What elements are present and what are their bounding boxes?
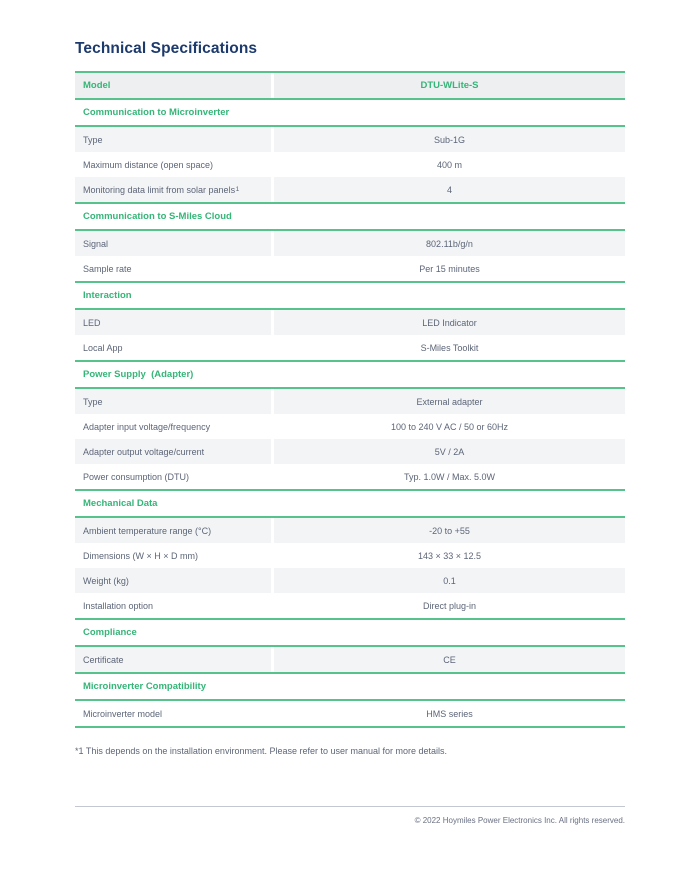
section-header: Interaction — [75, 281, 625, 310]
spec-row — [75, 568, 625, 593]
model-header-label: Model — [75, 73, 271, 98]
spec-label: Adapter output voltage/current — [75, 439, 271, 464]
footer-divider — [75, 806, 625, 807]
section-header: Compliance — [75, 618, 625, 647]
spec-value: -20 to +55 — [274, 518, 625, 543]
spec-value: S-Miles Toolkit — [420, 342, 479, 353]
spec-row — [75, 177, 625, 202]
spec-label: Signal — [75, 231, 271, 256]
spec-sections — [75, 98, 625, 726]
spec-row — [75, 389, 625, 414]
copyright-text: © 2022 Hoymiles Power Electronics Inc. All rights reserved. — [414, 816, 625, 825]
spec-label: Adapter input voltage/frequency — [83, 421, 211, 432]
spec-row — [75, 439, 625, 464]
spec-label: LED — [75, 310, 271, 335]
spec-row — [75, 310, 625, 335]
spec-value: HMS series — [426, 708, 473, 719]
spec-label: Power consumption (DTU) — [83, 471, 190, 482]
spec-table — [75, 71, 625, 728]
spec-label: Weight (kg) — [75, 568, 271, 593]
spec-label: Installation option — [83, 600, 154, 611]
spec-value: CE — [274, 647, 625, 672]
spec-row — [75, 231, 625, 256]
section-header: Mechanical Data — [75, 489, 625, 518]
spec-label: Microinverter model — [83, 708, 163, 719]
spec-value: External adapter — [274, 389, 625, 414]
model-header-row — [75, 71, 625, 98]
spec-row — [75, 593, 625, 618]
section-header: Communication to Microinverter — [75, 98, 625, 127]
spec-label: Sample rate — [83, 263, 132, 274]
spec-row — [75, 256, 625, 281]
spec-value: 100 to 240 V AC / 50 or 60Hz — [390, 421, 509, 432]
spec-label: Monitoring data limit from solar panels 1 — [75, 177, 271, 202]
section-header: Communication to S-Miles Cloud — [75, 202, 625, 231]
spec-value: Direct plug-in — [422, 600, 477, 611]
spec-value: 802.11b/g/n — [274, 231, 625, 256]
spec-label: Local App — [83, 342, 123, 353]
spec-row — [75, 152, 625, 177]
spec-row — [75, 464, 625, 489]
footnote: *1 This depends on the installation environment. Please refer to user manual for more details. — [75, 746, 448, 756]
spec-row — [75, 518, 625, 543]
spec-label: Ambient temperature range (°C) — [75, 518, 271, 543]
model-header-value: DTU-WLite-S — [274, 73, 625, 98]
spec-value: Per 15 minutes — [419, 263, 480, 274]
page-footer — [75, 806, 625, 825]
spec-row — [75, 127, 625, 152]
spec-value: 143 × 33 × 12.5 — [417, 550, 482, 561]
spec-value: Sub-1G — [274, 127, 625, 152]
spec-label: Maximum distance (open space) — [83, 159, 214, 170]
spec-value: LED Indicator — [274, 310, 625, 335]
spec-row — [75, 335, 625, 360]
spec-label: Type — [75, 389, 271, 414]
spec-label: Dimensions (W × H × D mm) — [83, 550, 199, 561]
spec-value: 4 — [274, 177, 625, 202]
spec-value: Typ. 1.0W / Max. 5.0W — [403, 471, 496, 482]
spec-value: 0.1 — [274, 568, 625, 593]
spec-row — [75, 414, 625, 439]
spec-row — [75, 701, 625, 726]
spec-label: Type — [75, 127, 271, 152]
spec-row — [75, 543, 625, 568]
spec-value: 400 m — [436, 159, 462, 170]
spec-label: Certificate — [75, 647, 271, 672]
section-header: Microinverter Compatibility — [75, 672, 625, 701]
spec-row — [75, 647, 625, 672]
section-header: Power Supply (Adapter) — [75, 360, 625, 389]
page-title: Technical Specifications — [75, 40, 258, 57]
spec-value: 5V / 2A — [274, 439, 625, 464]
